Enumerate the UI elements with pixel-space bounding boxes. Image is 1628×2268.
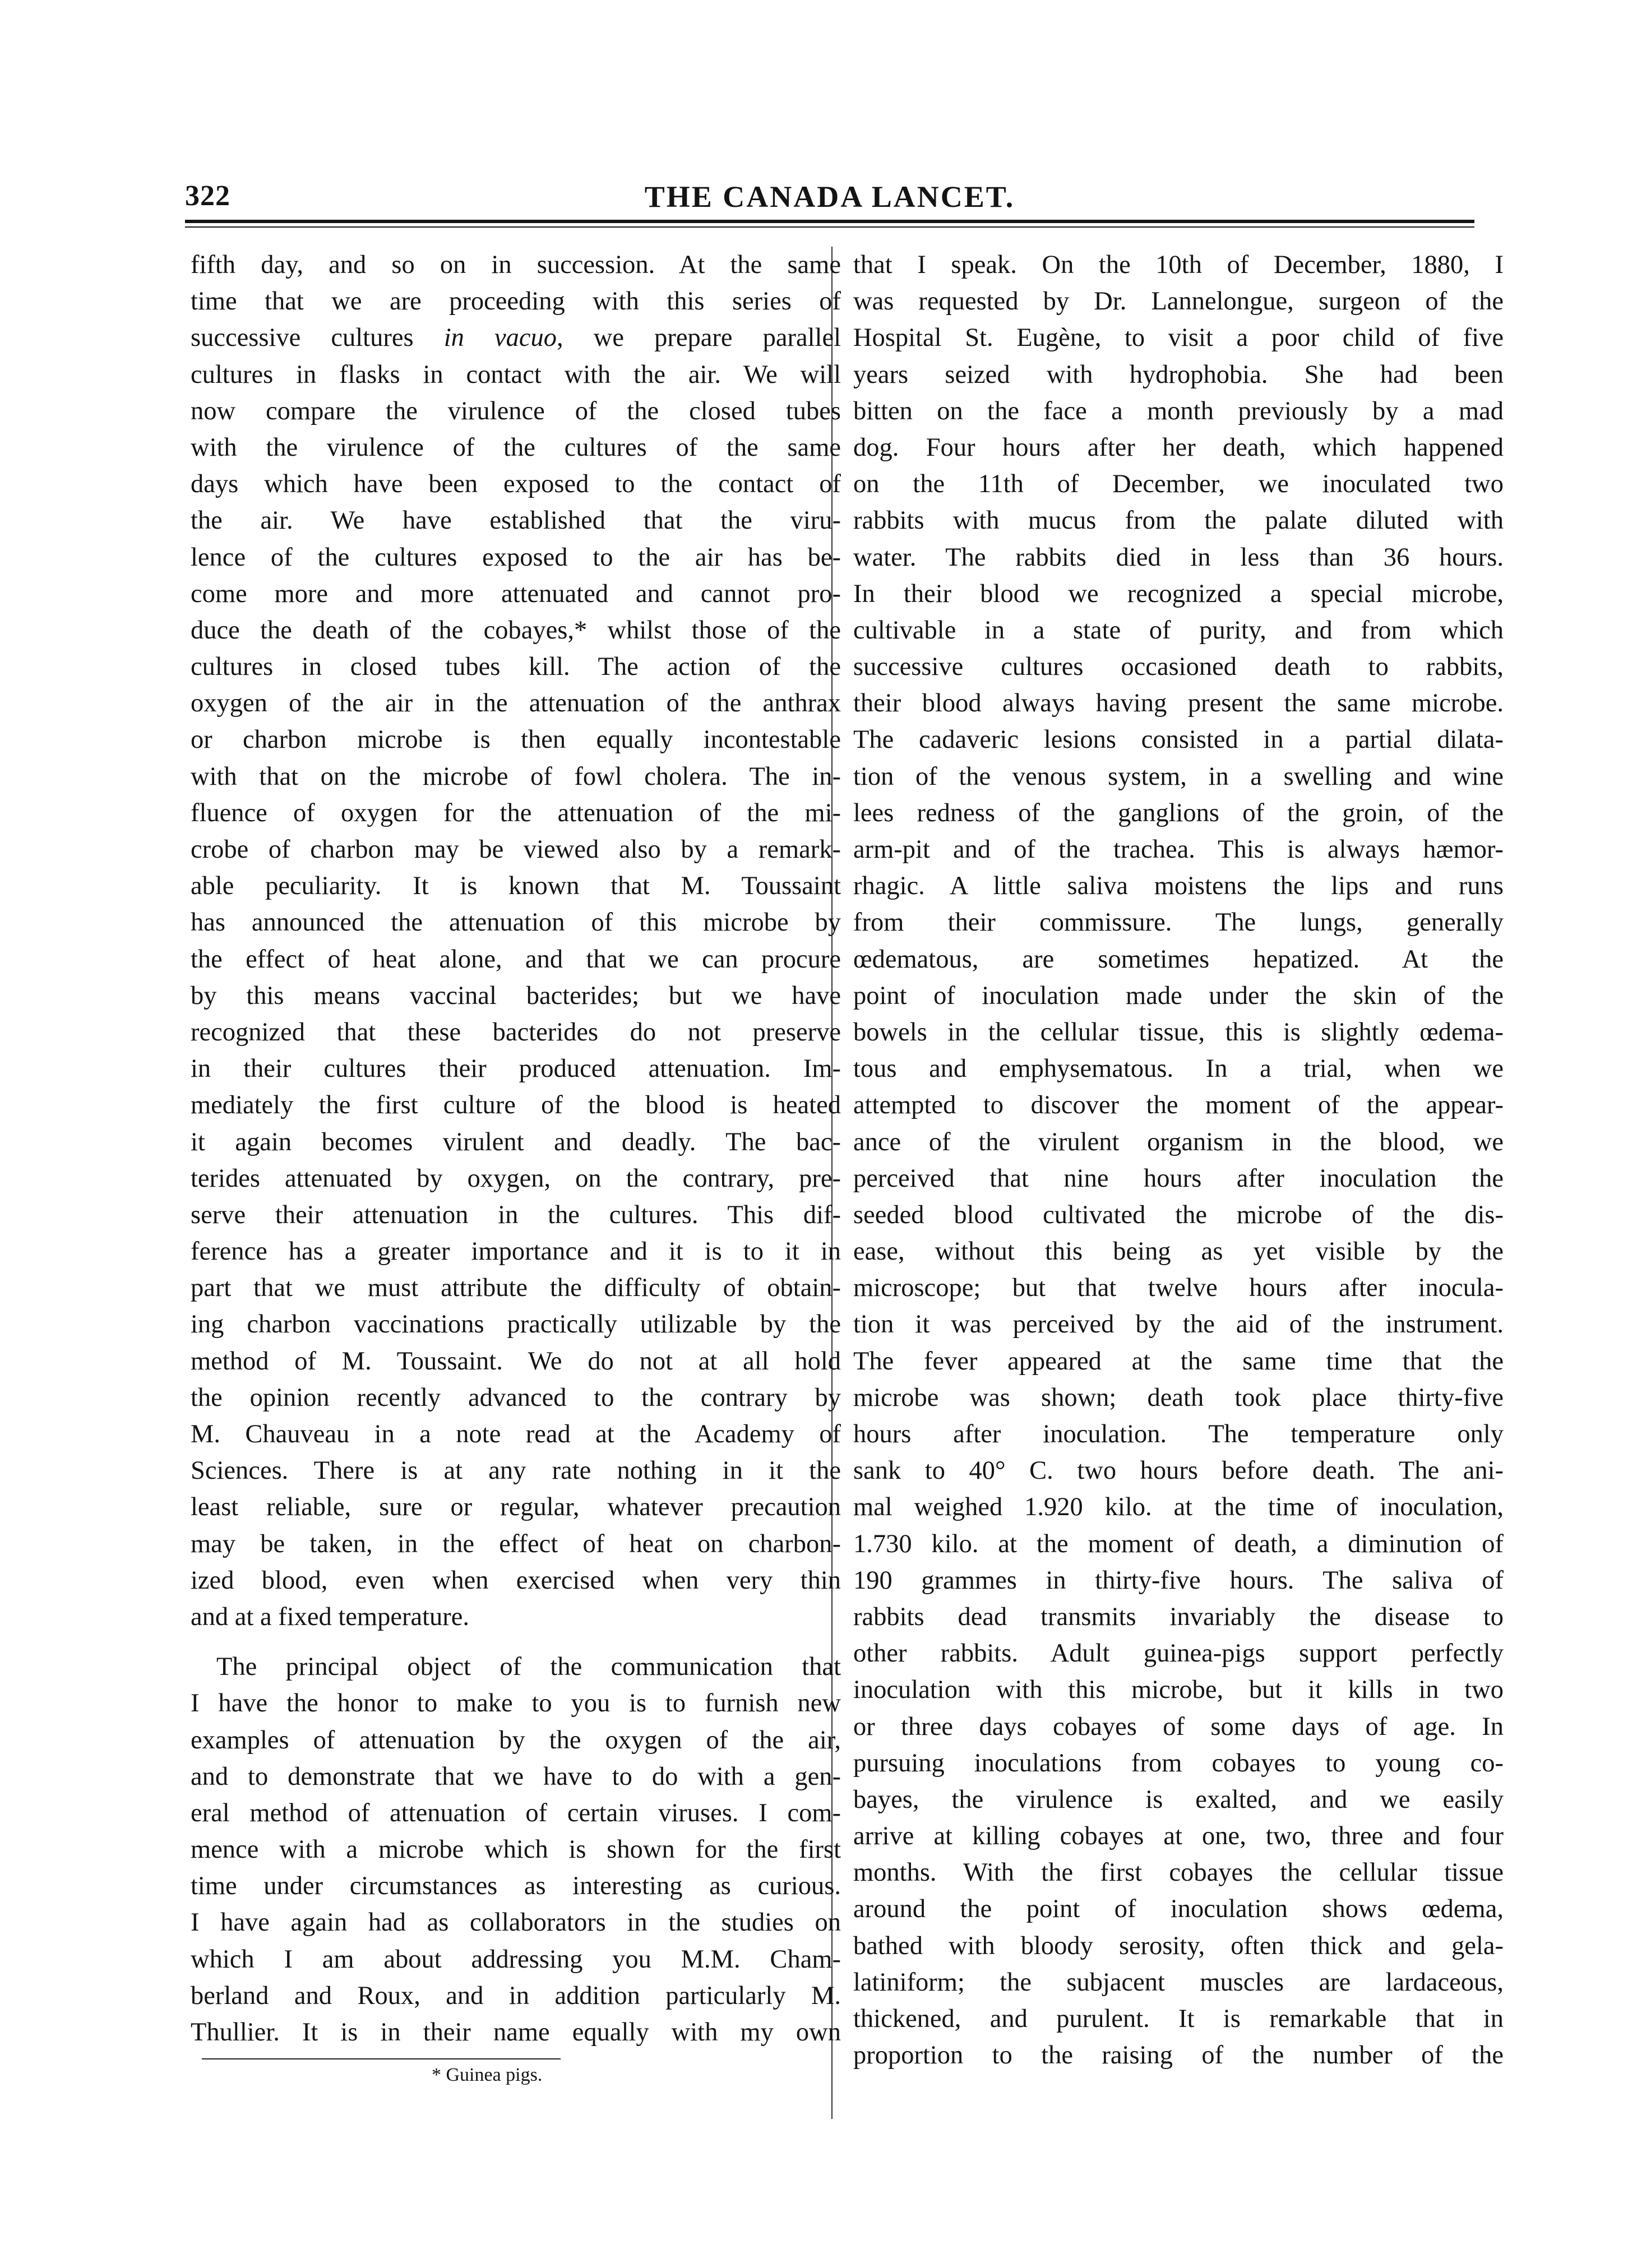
text-line: Sciences. There is at any rate nothing in it the bbox=[191, 1456, 841, 1485]
text-line: 190 grammes in thirty-five hours. The saliva of bbox=[853, 1566, 1504, 1595]
text-line: crobe of charbon may be viewed also by a remark- bbox=[191, 835, 841, 864]
text-line: oxygen of the air in the attenuation of the anthrax bbox=[191, 689, 841, 718]
text-line: fluence of oxygen for the attenuation of the mi- bbox=[191, 798, 841, 827]
text-line: mence with a microbe which is shown for the first bbox=[191, 1835, 841, 1864]
text-line: The cadaveric lesions consisted in a partial dilata- bbox=[853, 725, 1504, 755]
text-line: tion of the venous system, in a swelling and wine bbox=[853, 762, 1504, 791]
text-line: berland and Roux, and in addition particularly M. bbox=[191, 1981, 841, 2010]
text-line: proportion to the raising of the number of the bbox=[853, 2041, 1504, 2070]
text-line: which I am about addressing you M.M. Cham- bbox=[191, 1945, 841, 1974]
text-line: ease, without this being as yet visible by the bbox=[853, 1237, 1504, 1266]
text-line: their blood always having present the same microbe. bbox=[853, 689, 1504, 718]
text-line: rabbits with mucus from the palate diluted with bbox=[853, 506, 1504, 535]
text-line: thickened, and purulent. It is remarkable that in bbox=[853, 2005, 1504, 2033]
text-line: has announced the attenuation of this microbe by bbox=[191, 908, 841, 937]
text-line: may be taken, in the effect of heat on charbon- bbox=[191, 1529, 841, 1558]
text-line: the effect of heat alone, and that we can procure bbox=[191, 945, 841, 974]
left-paragraph-1 bbox=[191, 247, 841, 1635]
text-line: lence of the cultures exposed to the air has be- bbox=[191, 543, 841, 572]
text-line: examples of attenuation by the oxygen of the air, bbox=[191, 1725, 841, 1755]
text-line: latiniform; the subjacent muscles are lardaceous, bbox=[853, 1968, 1504, 1997]
text-line: arrive at killing cobayes at one, two, three and four bbox=[853, 1822, 1504, 1851]
text-line: in their cultures their produced attenuation. Im- bbox=[191, 1054, 841, 1084]
text-line: now compare the virulence of the closed tubes bbox=[191, 396, 841, 425]
text-line: come more and more attenuated and cannot pro- bbox=[191, 579, 841, 608]
text-line: The fever appeared at the same time that the bbox=[853, 1346, 1504, 1376]
left-column bbox=[191, 247, 841, 2091]
text-line: sank to 40° C. two hours before death. The ani- bbox=[853, 1456, 1504, 1485]
text-line: bitten on the face a month previously by a mad bbox=[853, 396, 1504, 425]
text-line: that I speak. On the 10th of December, 1880, I bbox=[853, 251, 1504, 279]
text-line: serve their attenuation in the cultures. This dif- bbox=[191, 1200, 841, 1229]
text-line: months. With the first cobayes the cellular tissue bbox=[853, 1858, 1504, 1887]
text-line: microscope; but that twelve hours after inocula- bbox=[853, 1274, 1504, 1303]
text-line: was requested by Dr. Lannelongue, surgeon of the bbox=[853, 287, 1504, 316]
text-line: and at a fixed temperature. bbox=[191, 1602, 470, 1631]
text-line: days which have been exposed to the contact of bbox=[191, 470, 841, 499]
text-line: microbe was shown; death took place thirty-five bbox=[853, 1383, 1504, 1412]
text-line: from their commissure. The lungs, generally bbox=[853, 908, 1504, 937]
text-line: ized blood, even when exercised when very thin bbox=[191, 1566, 841, 1595]
text-line: dog. Four hours after her death, which happened bbox=[853, 433, 1504, 462]
journal-title: THE CANADA LANCET. bbox=[644, 180, 1015, 214]
text-line: successive cultures in vacuo, we prepare parallel bbox=[191, 323, 841, 353]
text-line: tion it was perceived by the aid of the instrument. bbox=[853, 1310, 1504, 1339]
text-line: The principal object of the communication that bbox=[216, 1653, 841, 1682]
text-line: hours after inoculation. The temperature only bbox=[853, 1420, 1504, 1448]
page-number: 322 bbox=[185, 180, 230, 212]
text-line: mal weighed 1.920 kilo. at the time of inoculation, bbox=[853, 1493, 1504, 1522]
text-line: years seized with hydrophobia. She had been bbox=[853, 360, 1504, 389]
text-line: the air. We have established that the viru- bbox=[191, 506, 841, 535]
text-line: perceived that nine hours after inoculation the bbox=[853, 1164, 1504, 1193]
text-line: successive cultures occasioned death to rabbits, bbox=[853, 652, 1504, 682]
text-line: cultures in flasks in contact with the air. We will bbox=[191, 360, 841, 389]
text-line: recognized that these bacterides do not preserve bbox=[191, 1017, 841, 1047]
text-line: point of inoculation made under the skin of the bbox=[853, 981, 1504, 1010]
text-line: terides attenuated by oxygen, on the contrary, pre- bbox=[191, 1164, 841, 1193]
text-line: and to demonstrate that we have to do with a gen- bbox=[191, 1762, 841, 1791]
text-line: inoculation with this microbe, but it kills in two bbox=[853, 1675, 1504, 1705]
text-line: around the point of inoculation shows œdema, bbox=[853, 1895, 1504, 1924]
text-line: duce the death of the cobayes,* whilst those of the bbox=[191, 615, 841, 645]
text-line: method of M. Toussaint. We do not at all hold bbox=[191, 1346, 841, 1376]
text-line: water. The rabbits died in less than 36 hours. bbox=[853, 543, 1504, 572]
text-line: M. Chauveau in a note read at the Academy of bbox=[191, 1420, 841, 1448]
text-line: œdematous, are sometimes hepatized. At the bbox=[853, 945, 1504, 974]
text-line: bathed with bloody serosity, often thick and gela- bbox=[853, 1931, 1504, 1960]
text-line: eral method of attenuation of certain viruses. I com- bbox=[191, 1798, 841, 1827]
text-line: pursuing inoculations from cobayes to young co- bbox=[853, 1748, 1504, 1778]
text-line: by this means vaccinal bacterides; but we have bbox=[191, 981, 841, 1010]
text-line: I have the honor to make to you is to furnish new bbox=[191, 1689, 841, 1718]
text-line: time under circumstances as interesting as curious. bbox=[191, 1872, 841, 1901]
text-line: fifth day, and so on in succession. At the same bbox=[191, 251, 841, 279]
text-line: or three days cobayes of some days of age. In bbox=[853, 1712, 1504, 1741]
header-rule-thin bbox=[185, 226, 1474, 228]
right-paragraph bbox=[853, 247, 1504, 2073]
text-line: In their blood we recognized a special microbe, bbox=[853, 579, 1504, 608]
text-line: the opinion recently advanced to the contrary by bbox=[191, 1383, 841, 1412]
text-line: ance of the virulent organism in the blood, we bbox=[853, 1127, 1504, 1156]
text-line: cultures in closed tubes kill. The action of the bbox=[191, 652, 841, 682]
text-line: time that we are proceeding with this series of bbox=[191, 287, 841, 316]
right-column bbox=[853, 247, 1504, 2073]
text-line: ference has a greater importance and it is to it in bbox=[191, 1237, 841, 1266]
text-line: ing charbon vaccinations practically utilizable by the bbox=[191, 1310, 841, 1339]
text-line: with that on the microbe of fowl cholera. The in- bbox=[191, 762, 841, 791]
page-header bbox=[185, 179, 1474, 224]
text-line: Hospital St. Eugène, to visit a poor child of five bbox=[853, 323, 1504, 353]
text-line: I have again had as collaborators in the studies on bbox=[191, 1908, 841, 1937]
left-paragraph-2 bbox=[191, 1649, 841, 2051]
text-line: rabbits dead transmits invariably the disease to bbox=[853, 1602, 1504, 1631]
text-line: bayes, the virulence is exalted, and we easily bbox=[853, 1785, 1504, 1814]
text-line: attempted to discover the moment of the appear- bbox=[853, 1091, 1504, 1120]
text-line: on the 11th of December, we inoculated two bbox=[853, 470, 1504, 499]
text-line: or charbon microbe is then equally incontestable bbox=[191, 725, 841, 755]
footnote: * Guinea pigs. bbox=[432, 2065, 543, 2086]
text-line: mediately the first culture of the blood is heated bbox=[191, 1091, 841, 1120]
text-line: least reliable, sure or regular, whatever precaution bbox=[191, 1493, 841, 1522]
text-line: 1.730 kilo. at the moment of death, a diminution of bbox=[853, 1529, 1504, 1558]
text-line: tous and emphysematous. In a trial, when we bbox=[853, 1054, 1504, 1084]
header-rule-thick bbox=[185, 220, 1474, 223]
text-line: rhagic. A little saliva moistens the lips and runs bbox=[853, 872, 1504, 901]
text-line: cultivable in a state of purity, and from which bbox=[853, 615, 1504, 645]
text-line: other rabbits. Adult guinea-pigs support perfectly bbox=[853, 1639, 1504, 1668]
text-line: lees redness of the ganglions of the groin, of the bbox=[853, 798, 1504, 827]
text-line: with the virulence of the cultures of the same bbox=[191, 433, 841, 462]
text-line: part that we must attribute the difficulty of obtain- bbox=[191, 1274, 841, 1303]
text-line: it again becomes virulent and deadly. The bac- bbox=[191, 1127, 841, 1156]
text-line: arm-pit and of the trachea. This is always hæmor- bbox=[853, 835, 1504, 864]
text-line: able peculiarity. It is known that M. Toussaint bbox=[191, 872, 841, 901]
text-line: seeded blood cultivated the microbe of the dis- bbox=[853, 1200, 1504, 1229]
text-line: bowels in the cellular tissue, this is slightly œdema- bbox=[853, 1017, 1504, 1047]
text-line: Thullier. It is in their name equally with my own bbox=[191, 2018, 841, 2047]
